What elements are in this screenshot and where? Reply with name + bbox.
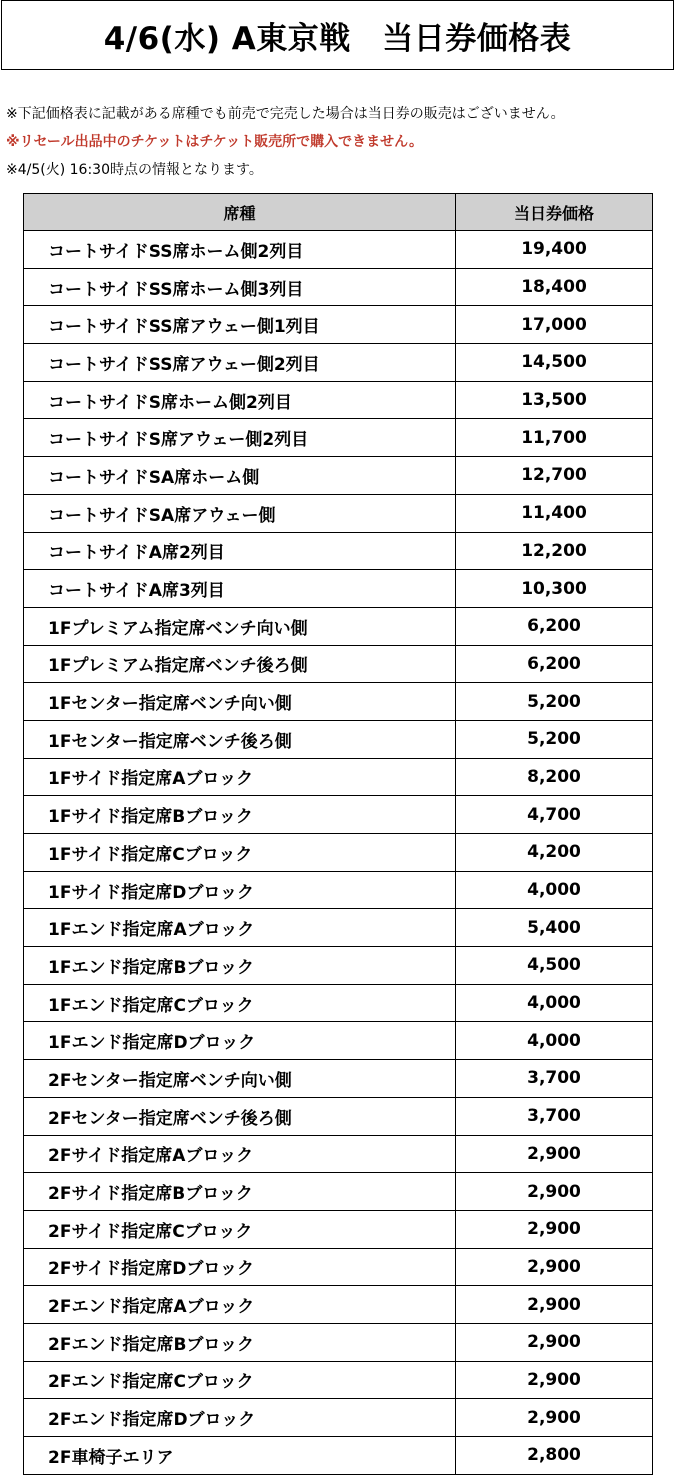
page-title-box	[1, 0, 674, 70]
table-row	[24, 570, 653, 608]
seat-type-cell: 1Fサイド指定席Aブロック	[24, 758, 456, 796]
price-cell: 4,000	[456, 871, 653, 909]
seat-type-cell: 1Fエンド指定席Bブロック	[24, 947, 456, 985]
price-cell: 5,200	[456, 720, 653, 758]
price-cell: 2,900	[456, 1399, 653, 1437]
table-row	[24, 1248, 653, 1286]
note-info-time: ※4/5(火) 16:30時点の情報となります。	[6, 162, 263, 178]
seat-type-cell: 2Fセンター指定席ベンチ向い側	[24, 1060, 456, 1098]
seat-type-cell: 2Fサイド指定席Bブロック	[24, 1173, 456, 1211]
price-cell: 11,700	[456, 419, 653, 457]
header-seat-type: 席種	[24, 194, 456, 231]
seat-type-cell: コートサイドSS席ホーム側3列目	[24, 268, 456, 306]
seat-type-cell: 1Fサイド指定席Dブロック	[24, 871, 456, 909]
table-row	[24, 607, 653, 645]
seat-type-cell: 1Fセンター指定席ベンチ後ろ側	[24, 720, 456, 758]
price-cell: 2,900	[456, 1361, 653, 1399]
price-cell: 14,500	[456, 344, 653, 382]
table-row	[24, 1286, 653, 1324]
price-cell: 2,900	[456, 1135, 653, 1173]
table-row	[24, 758, 653, 796]
table-row	[24, 306, 653, 344]
seat-type-cell: コートサイドA席2列目	[24, 532, 456, 570]
price-cell: 3,700	[456, 1060, 653, 1098]
table-row	[24, 1210, 653, 1248]
table-row	[24, 947, 653, 985]
table-row	[24, 344, 653, 382]
seat-type-cell: 2Fエンド指定席Bブロック	[24, 1323, 456, 1361]
seat-type-cell: コートサイドSS席ホーム側2列目	[24, 231, 456, 269]
price-cell: 12,200	[456, 532, 653, 570]
price-cell: 2,800	[456, 1437, 653, 1475]
seat-type-cell: コートサイドS席ホーム側2列目	[24, 381, 456, 419]
price-cell: 2,900	[456, 1248, 653, 1286]
seat-type-cell: 2Fサイド指定席Dブロック	[24, 1248, 456, 1286]
table-row	[24, 683, 653, 721]
table-row	[24, 1097, 653, 1135]
price-cell: 10,300	[456, 570, 653, 608]
price-table-body	[24, 231, 653, 1475]
table-row	[24, 984, 653, 1022]
seat-type-cell: 1Fエンド指定席Cブロック	[24, 984, 456, 1022]
price-cell: 19,400	[456, 231, 653, 269]
price-cell: 4,000	[456, 1022, 653, 1060]
table-row	[24, 871, 653, 909]
table-row	[24, 1022, 653, 1060]
note-resale: ※リセール出品中のチケットはチケット販売所で購入できません。	[6, 134, 423, 150]
price-cell: 5,200	[456, 683, 653, 721]
price-cell: 17,000	[456, 306, 653, 344]
seat-type-cell: 1Fプレミアム指定席ベンチ後ろ側	[24, 645, 456, 683]
price-cell: 2,900	[456, 1286, 653, 1324]
seat-type-cell: 2Fエンド指定席Aブロック	[24, 1286, 456, 1324]
table-row	[24, 834, 653, 872]
table-row	[24, 909, 653, 947]
table-row	[24, 1135, 653, 1173]
seat-type-cell: 1Fプレミアム指定席ベンチ向い側	[24, 607, 456, 645]
price-table	[23, 193, 653, 1475]
price-cell: 4,500	[456, 947, 653, 985]
header-row	[24, 194, 653, 231]
price-cell: 11,400	[456, 494, 653, 532]
seat-type-cell: 2F車椅子エリア	[24, 1437, 456, 1475]
seat-type-cell: コートサイドA席3列目	[24, 570, 456, 608]
table-row	[24, 796, 653, 834]
seat-type-cell: 1Fエンド指定席Aブロック	[24, 909, 456, 947]
seat-type-cell: コートサイドSA席ホーム側	[24, 457, 456, 495]
price-cell: 8,200	[456, 758, 653, 796]
table-row	[24, 494, 653, 532]
seat-type-cell: コートサイドSS席アウェー側2列目	[24, 344, 456, 382]
price-cell: 6,200	[456, 645, 653, 683]
seat-type-cell: 2Fサイド指定席Aブロック	[24, 1135, 456, 1173]
seat-type-cell: 1Fサイド指定席Cブロック	[24, 834, 456, 872]
table-row	[24, 1437, 653, 1475]
table-row	[24, 532, 653, 570]
price-cell: 2,900	[456, 1323, 653, 1361]
header-price: 当日券価格	[456, 194, 653, 231]
table-row	[24, 1060, 653, 1098]
price-cell: 5,400	[456, 909, 653, 947]
seat-type-cell: 1Fセンター指定席ベンチ向い側	[24, 683, 456, 721]
seat-type-cell: 2Fエンド指定席Dブロック	[24, 1399, 456, 1437]
table-row	[24, 231, 653, 269]
seat-type-cell: コートサイドSA席アウェー側	[24, 494, 456, 532]
table-row	[24, 1361, 653, 1399]
price-cell: 4,700	[456, 796, 653, 834]
note-sold-out: ※下記価格表に記載がある席種でも前売で完売した場合は当日券の販売はございません。	[6, 106, 565, 122]
price-cell: 18,400	[456, 268, 653, 306]
seat-type-cell: 1Fサイド指定席Bブロック	[24, 796, 456, 834]
price-cell: 4,200	[456, 834, 653, 872]
price-cell: 2,900	[456, 1173, 653, 1211]
seat-type-cell: 2Fサイド指定席Cブロック	[24, 1210, 456, 1248]
seat-type-cell: 1Fエンド指定席Dブロック	[24, 1022, 456, 1060]
price-cell: 13,500	[456, 381, 653, 419]
seat-type-cell: 2Fセンター指定席ベンチ後ろ側	[24, 1097, 456, 1135]
price-cell: 12,700	[456, 457, 653, 495]
price-cell: 3,700	[456, 1097, 653, 1135]
table-row	[24, 1399, 653, 1437]
table-row	[24, 419, 653, 457]
price-cell: 4,000	[456, 984, 653, 1022]
table-row	[24, 1323, 653, 1361]
table-row	[24, 645, 653, 683]
seat-type-cell: コートサイドSS席アウェー側1列目	[24, 306, 456, 344]
table-row	[24, 381, 653, 419]
price-cell: 2,900	[456, 1210, 653, 1248]
table-row	[24, 268, 653, 306]
price-table-header	[24, 194, 653, 231]
seat-type-cell: コートサイドS席アウェー側2列目	[24, 419, 456, 457]
table-row	[24, 1173, 653, 1211]
seat-type-cell: 2Fエンド指定席Cブロック	[24, 1361, 456, 1399]
table-row	[24, 720, 653, 758]
notes-section	[6, 100, 671, 184]
price-cell: 6,200	[456, 607, 653, 645]
table-row	[24, 457, 653, 495]
page-title: 4/6(水) A東京戦 当日券価格表	[103, 20, 572, 57]
